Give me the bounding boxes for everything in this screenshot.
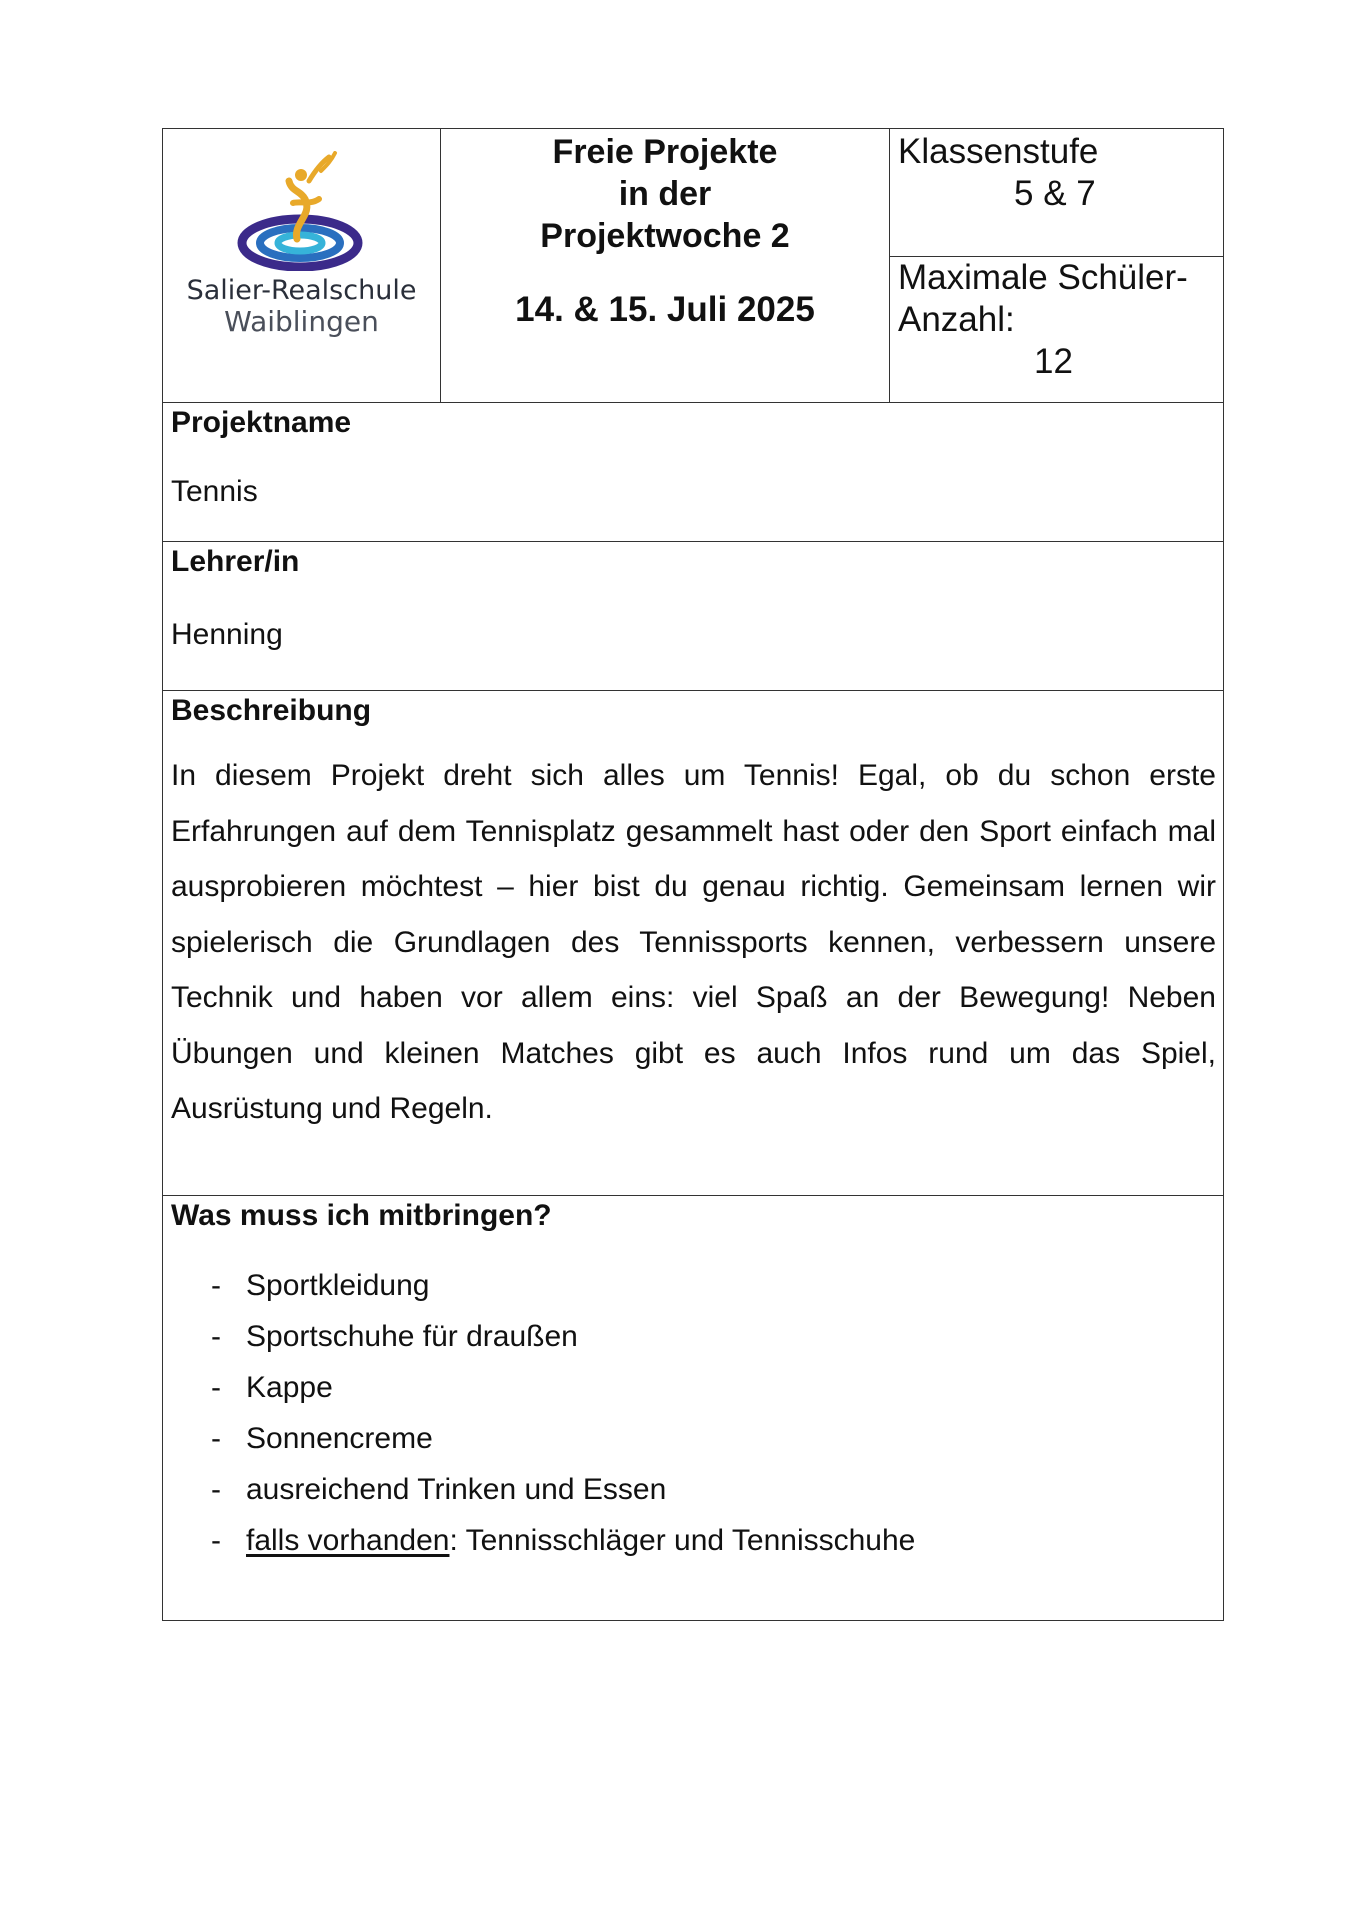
header-row — [163, 129, 1223, 403]
list-item-text: Sportschuhe für draußen — [246, 1320, 578, 1353]
school-logo — [163, 129, 441, 402]
project-sheet — [162, 128, 1224, 1621]
list-item-text: Sportkleidung — [246, 1269, 430, 1302]
list-item — [171, 1413, 1216, 1464]
project-name-label: Projektname — [171, 406, 352, 439]
logo-school-name: Salier-Realschule — [186, 275, 417, 306]
grade-label: Klassenstufe — [898, 132, 1099, 171]
list-dash: - — [211, 1320, 221, 1353]
list-dash: - — [211, 1371, 221, 1404]
list-item-text: : Tennisschläger und Tennisschuhe — [449, 1524, 916, 1557]
list-item — [171, 1362, 1216, 1413]
project-name-value: Tennis — [171, 475, 258, 508]
list-dash: - — [211, 1473, 221, 1506]
max-students-value: 12 — [1034, 342, 1073, 381]
logo-city: Waiblingen — [224, 305, 379, 338]
title-line-1: Freie Projekte — [552, 133, 778, 171]
list-item — [171, 1515, 1216, 1566]
max-students-label-1: Maximale Schüler- — [898, 258, 1188, 297]
description-section — [163, 691, 1223, 1196]
school-logo-icon — [235, 151, 365, 271]
list-item-underlined: falls vorhanden — [246, 1524, 450, 1557]
list-dash: - — [211, 1422, 221, 1455]
list-item-text: Kappe — [246, 1371, 333, 1404]
list-dash: - — [211, 1269, 221, 1302]
list-item-text: Sonnencreme — [246, 1422, 433, 1455]
meta-block — [890, 129, 1223, 402]
max-students-label-2: Anzahl: — [898, 300, 1015, 339]
description-label: Beschreibung — [171, 694, 372, 727]
teacher-value: Henning — [171, 618, 283, 651]
grade-block — [890, 129, 1223, 257]
teacher-section — [163, 542, 1223, 691]
teacher-label: Lehrer/in — [171, 545, 300, 578]
bring-list — [171, 1260, 1216, 1566]
list-item — [171, 1311, 1216, 1362]
bring-section — [163, 1196, 1223, 1620]
list-item — [171, 1464, 1216, 1515]
list-item — [171, 1260, 1216, 1311]
project-date: 14. & 15. Juli 2025 — [515, 290, 815, 329]
title-block — [441, 129, 890, 402]
list-dash: - — [211, 1524, 221, 1557]
title-line-3: Projektwoche 2 — [540, 217, 790, 255]
project-name-section — [163, 403, 1223, 542]
title-line-2: in der — [618, 175, 712, 213]
description-text: In diesem Projekt dreht sich alles um Tennis! Egal, ob du schon erste Erfahrungen auf dem Tennisplatz gesammelt hast oder den Sport einfach mal ausprobieren möchtest – hier bist du genau richtig. Gemeinsam lernen wir spielerisch die Grundlagen des Tennissports kennen, verbessern unsere Technik und haben vor allem eins: viel Spaß an der Bewegung! Neben Übungen und kleinen Matches gibt es auch Infos rund um das Spiel, Ausrüstung und Regeln. — [171, 759, 1216, 1125]
max-students-block — [890, 257, 1223, 402]
list-item-text: ausreichend Trinken und Essen — [246, 1473, 667, 1506]
bring-label: Was muss ich mitbringen? — [171, 1199, 552, 1232]
grade-value: 5 & 7 — [1014, 174, 1096, 213]
